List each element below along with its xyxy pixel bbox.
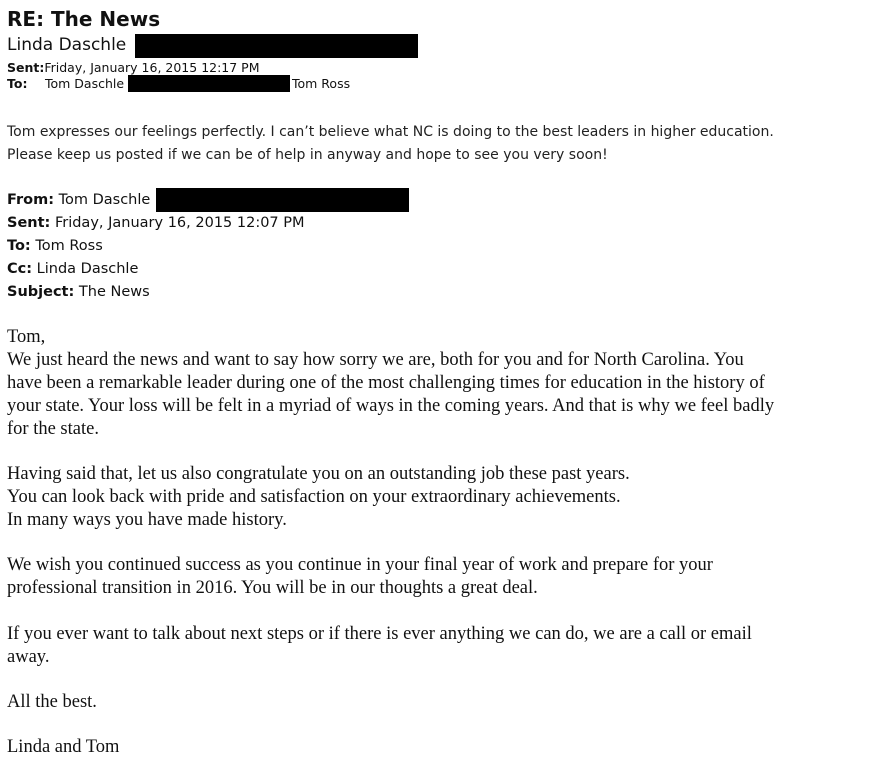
body-line: In many ways you have made history.	[7, 510, 287, 530]
quoted-cc-value: Linda Daschle	[36, 261, 139, 277]
email-subject: RE: The News	[7, 7, 161, 31]
quoted-cc-line	[7, 261, 138, 277]
body-line: All the best.	[7, 692, 97, 712]
body-line: We just heard the news and want to say how sorry we are, both for you and for North Carolina. You	[7, 350, 744, 370]
sent-label: Sent:	[7, 60, 45, 75]
body-line: Having said that, let us also congratulate you on an outstanding job these past years.	[7, 464, 630, 484]
to-recipient-2: Tom Ross	[292, 76, 351, 91]
body-line: your state. Your loss will be felt in a myriad of ways in the coming years. And that is why we feel badly	[7, 396, 775, 416]
quoted-to-label: To:	[7, 238, 31, 254]
to-recipient-1: Tom Daschle	[45, 76, 125, 91]
quoted-cc-label: Cc:	[7, 261, 33, 277]
to-line	[7, 76, 27, 91]
sent-line	[7, 60, 260, 75]
body-line: You can look back with pride and satisfaction on your extraordinary achievements.	[7, 487, 621, 507]
to-label: To:	[7, 76, 28, 91]
signature: Linda and Tom	[7, 737, 120, 757]
reply-line: Tom expresses our feelings perfectly. I can’t believe what NC is doing to the best leaders in higher education.	[7, 124, 774, 140]
body-line: away.	[7, 647, 50, 667]
quoted-sent-value: Friday, January 16, 2015 12:07 PM	[54, 215, 305, 231]
quoted-sent-line	[7, 215, 305, 231]
body-line: If you ever want to talk about next steps or if there is ever anything we can do, we are a call or email	[7, 624, 752, 644]
quoted-subject-line	[7, 284, 150, 300]
redaction-box	[135, 34, 418, 58]
quoted-sent-label: Sent:	[7, 215, 51, 231]
body-line: Tom,	[7, 327, 46, 347]
redaction-box	[156, 188, 409, 212]
quoted-to-line	[7, 238, 103, 254]
quoted-subject-value: The News	[78, 284, 150, 300]
redaction-box	[128, 75, 290, 92]
quoted-subject-label: Subject:	[7, 284, 75, 300]
body-line: have been a remarkable leader during one of the most challenging times for education in the history of	[7, 373, 765, 393]
quoted-from-line	[7, 192, 150, 208]
quoted-to-value: Tom Ross	[35, 238, 103, 254]
from-value: Tom Daschle	[58, 192, 151, 208]
reply-line: Please keep us posted if we can be of help in anyway and hope to see you very soon!	[7, 147, 608, 163]
sent-value: Friday, January 16, 2015 12:17 PM	[44, 60, 260, 75]
body-line: professional transition in 2016. You will be in our thoughts a great deal.	[7, 578, 538, 598]
body-line: for the state.	[7, 419, 99, 439]
from-label: From:	[7, 192, 54, 208]
body-line: We wish you continued success as you continue in your final year of work and prepare for your	[7, 555, 713, 575]
sender-name: Linda Daschle	[7, 35, 127, 55]
